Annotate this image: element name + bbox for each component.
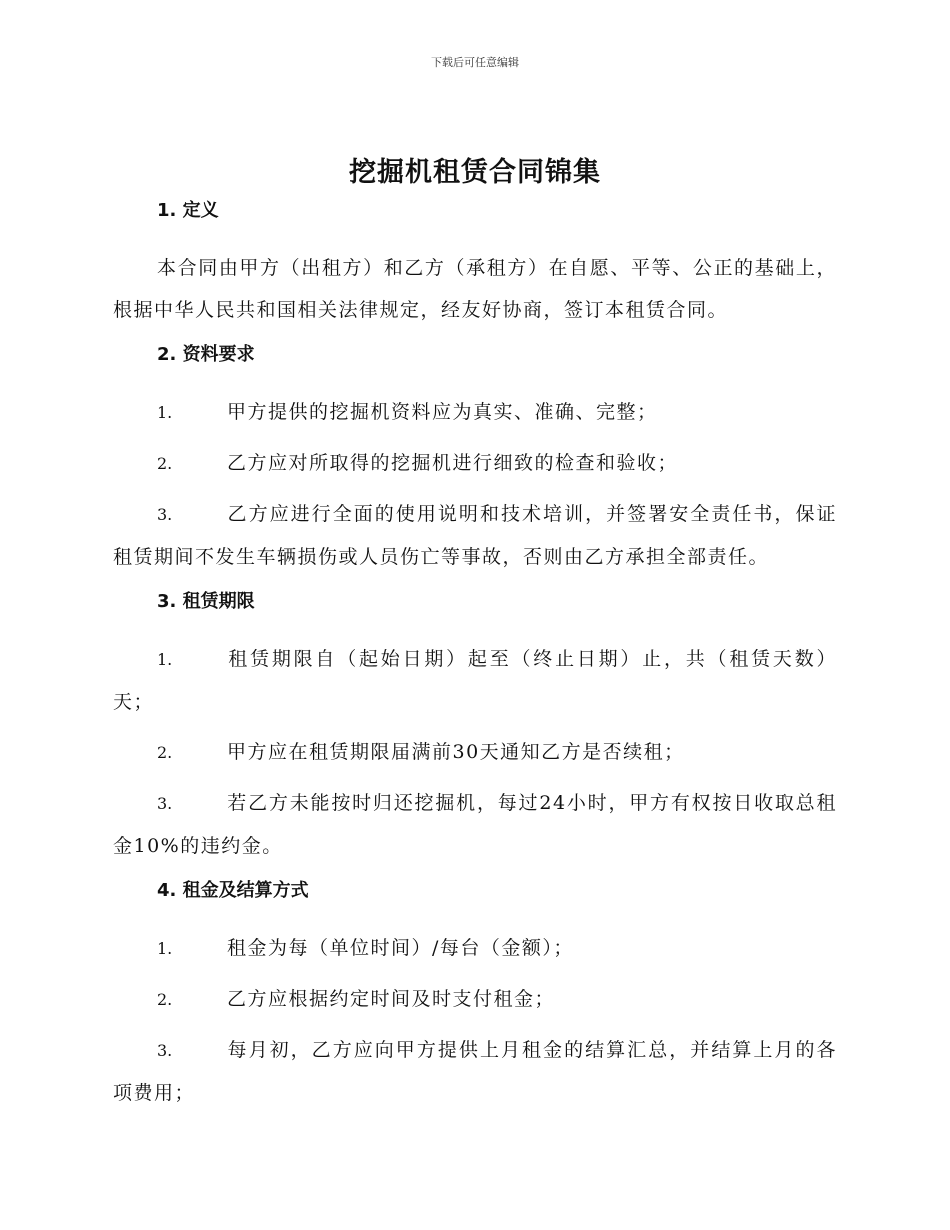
document-body [113, 195, 837, 1122]
item-number: 1. [157, 403, 173, 422]
item-text: 乙方应对所取得的挖掘机进行细致的检查和验收； [227, 452, 679, 474]
item-number: 1. [157, 939, 173, 958]
section-heading-rent-settlement: 4. 租金及结算方式 [157, 880, 309, 901]
definition-paragraph: 本合同由甲方（出租方）和乙方（承租方）在自愿、平等、公正的基础上，根据中华人民共和国相关法律规定，经友好协商，签订本租赁合同。 [113, 257, 837, 321]
item-number: 2. [157, 454, 173, 473]
item-text: 乙方应进行全面的使用说明和技术培训，并签署安全责任书，保证租赁期间不发生车辆损伤或人员伤亡等事故，否则由乙方承担全部责任。 [113, 503, 837, 568]
item-text: 甲方提供的挖掘机资料应为真实、准确、完整； [227, 401, 658, 423]
item-text: 租金为每（单位时间）/每台（金额）； [227, 937, 574, 959]
item-text: 每月初，乙方应向甲方提供上月租金的结算汇总，并结算上月的各项费用； [113, 1039, 837, 1104]
list-item [113, 1029, 837, 1114]
section-heading-definition: 1. 定义 [157, 200, 219, 221]
list-item [113, 638, 837, 723]
item-number: 2. [157, 743, 173, 762]
item-text: 乙方应根据约定时间及时支付租金； [227, 988, 556, 1010]
item-number: 3. [157, 794, 173, 813]
section-heading-requirements: 2. 资料要求 [157, 344, 255, 365]
list-item [113, 927, 837, 970]
list-item [113, 978, 837, 1021]
list-item [113, 493, 837, 578]
header-note: 下载后可任意编辑 [431, 56, 519, 69]
list-item [113, 442, 837, 485]
item-text: 租赁期限自（起始日期）起至（终止日期）止，共（租赁天数）天； [113, 648, 837, 713]
list-item [113, 731, 837, 774]
section-heading-lease-term: 3. 租赁期限 [157, 591, 255, 612]
document-title: 挖掘机租赁合同锦集 [349, 157, 601, 188]
item-text: 甲方应在租赁期限届满前30天通知乙方是否续租； [227, 741, 685, 763]
item-number: 2. [157, 990, 173, 1009]
list-item [113, 391, 837, 434]
list-item [113, 782, 837, 867]
item-text: 若乙方未能按时归还挖掘机，每过24小时，甲方有权按日收取总租金10%的违约金。 [113, 792, 837, 857]
item-number: 3. [157, 1041, 173, 1060]
item-number: 1. [157, 650, 173, 669]
item-number: 3. [157, 505, 173, 524]
